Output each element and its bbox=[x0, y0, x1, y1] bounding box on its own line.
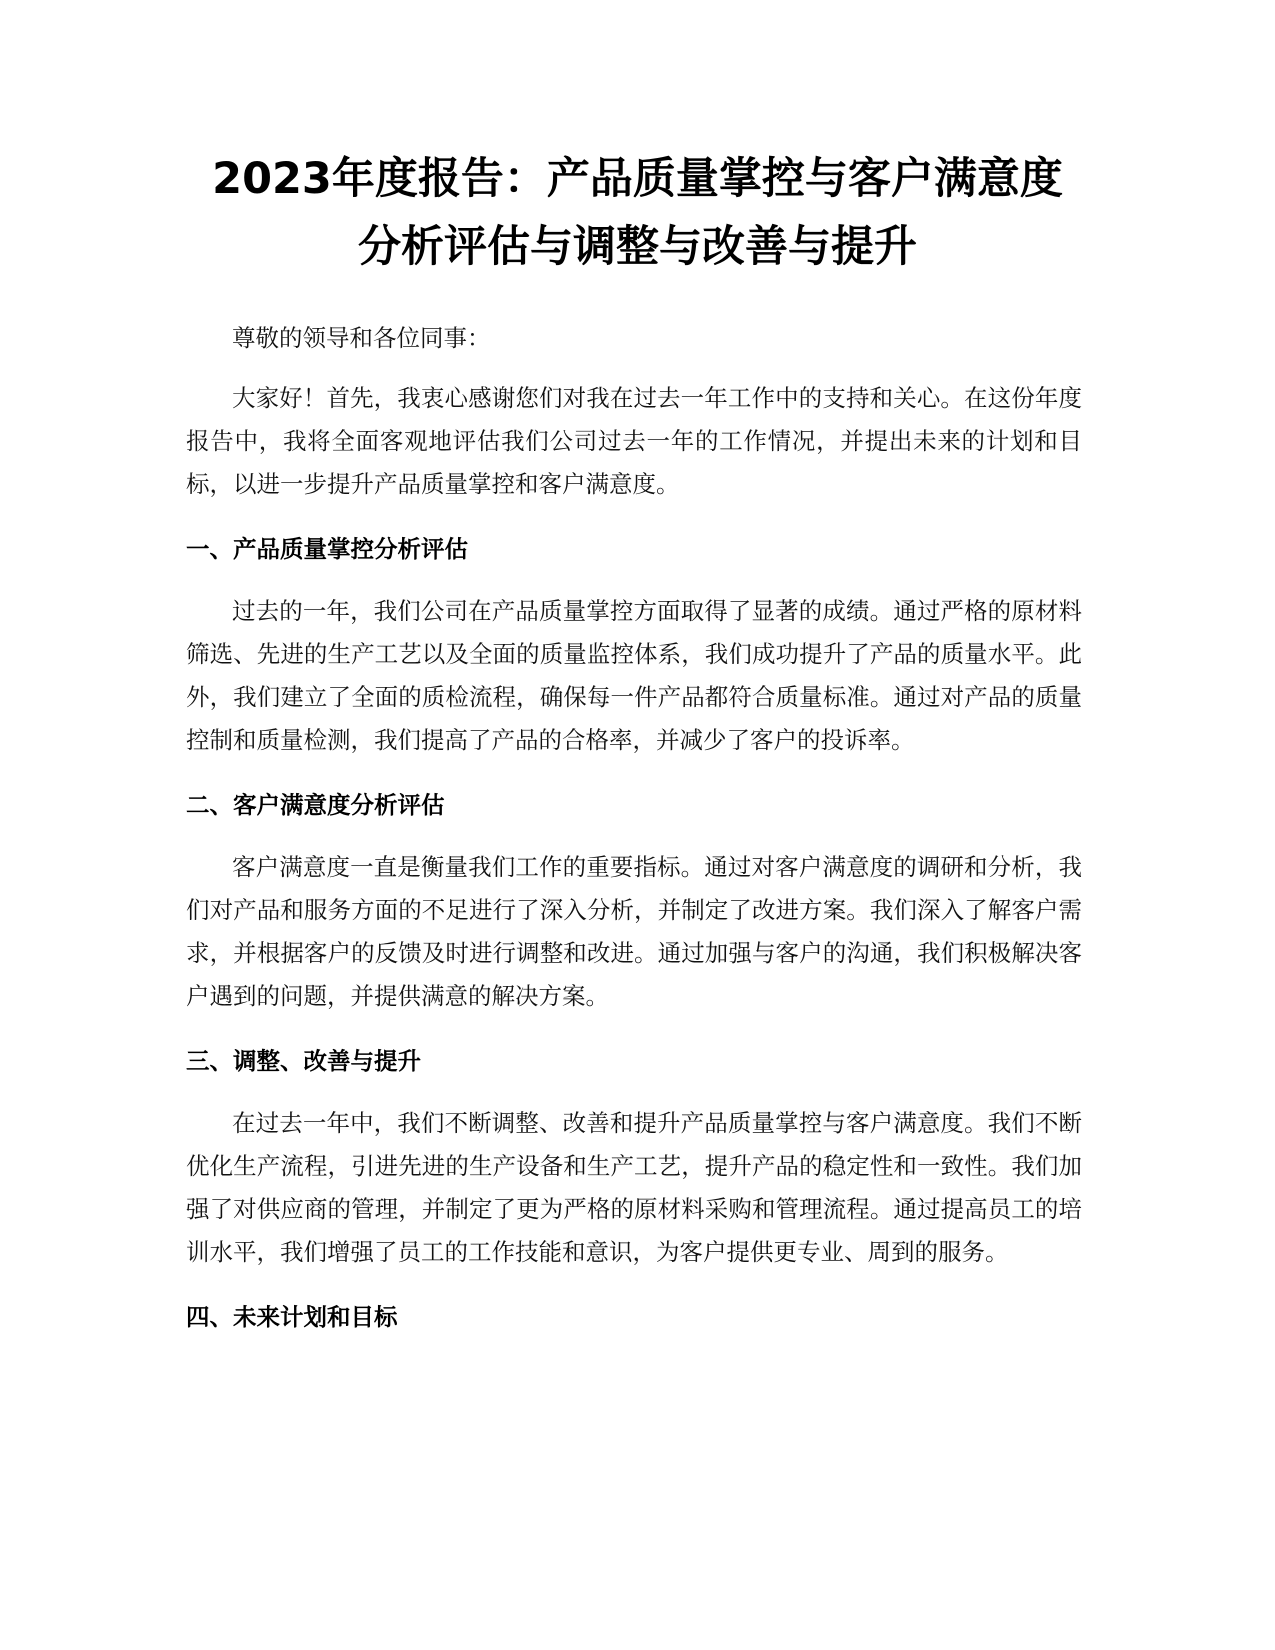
document-body bbox=[186, 317, 1082, 1358]
title-line-2: 分析评估与调整与改善与提升 bbox=[358, 222, 917, 272]
section-2-heading: 二、客户满意度分析评估 bbox=[186, 791, 445, 819]
section-1-body: 过去的一年，我们公司在产品质量掌控方面取得了显著的成绩。通过严格的原材料筛选、先进的生产工艺以及全面的质量监控体系，我们成功提升了产品的质量水平。此外，我们建立了全面的质检流程，确保每一件产品都符合质量标准。通过对产品的质量控制和质量检测，我们提高了产品的合格率，并减少了客户的投诉率。 bbox=[186, 597, 1082, 754]
section-3-body: 在过去一年中，我们不断调整、改善和提升产品质量掌控与客户满意度。我们不断优化生产流程，引进先进的生产设备和生产工艺，提升产品的稳定性和一致性。我们加强了对供应商的管理，并制定了更为严格的原材料采购和管理流程。通过提高员工的培训水平，我们增强了员工的工作技能和意识，为客户提供更专业、周到的服务。 bbox=[186, 1109, 1082, 1266]
salutation: 尊敬的领导和各位同事： bbox=[232, 324, 491, 352]
document-title bbox=[150, 145, 1125, 281]
section-2-body: 客户满意度一直是衡量我们工作的重要指标。通过对客户满意度的调研和分析，我们对产品和服务方面的不足进行了深入分析，并制定了改进方案。我们深入了解客户需求，并根据客户的反馈及时进行调整和改进。通过加强与客户的沟通，我们积极解决客户遇到的问题，并提供满意的解决方案。 bbox=[186, 853, 1082, 1010]
section-3-heading: 三、调整、改善与提升 bbox=[186, 1047, 421, 1075]
section-1-heading: 一、产品质量掌控分析评估 bbox=[186, 535, 468, 563]
section-4-heading: 四、未来计划和目标 bbox=[186, 1303, 398, 1331]
title-line-1: 2023年度报告：产品质量掌控与客户满意度 bbox=[212, 154, 1063, 204]
intro-paragraph: 大家好！首先，我衷心感谢您们对我在过去一年工作中的支持和关心。在这份年度报告中，我将全面客观地评估我们公司过去一年的工作情况，并提出未来的计划和目标，以进一步提升产品质量掌控和客户满意度。 bbox=[186, 384, 1082, 498]
